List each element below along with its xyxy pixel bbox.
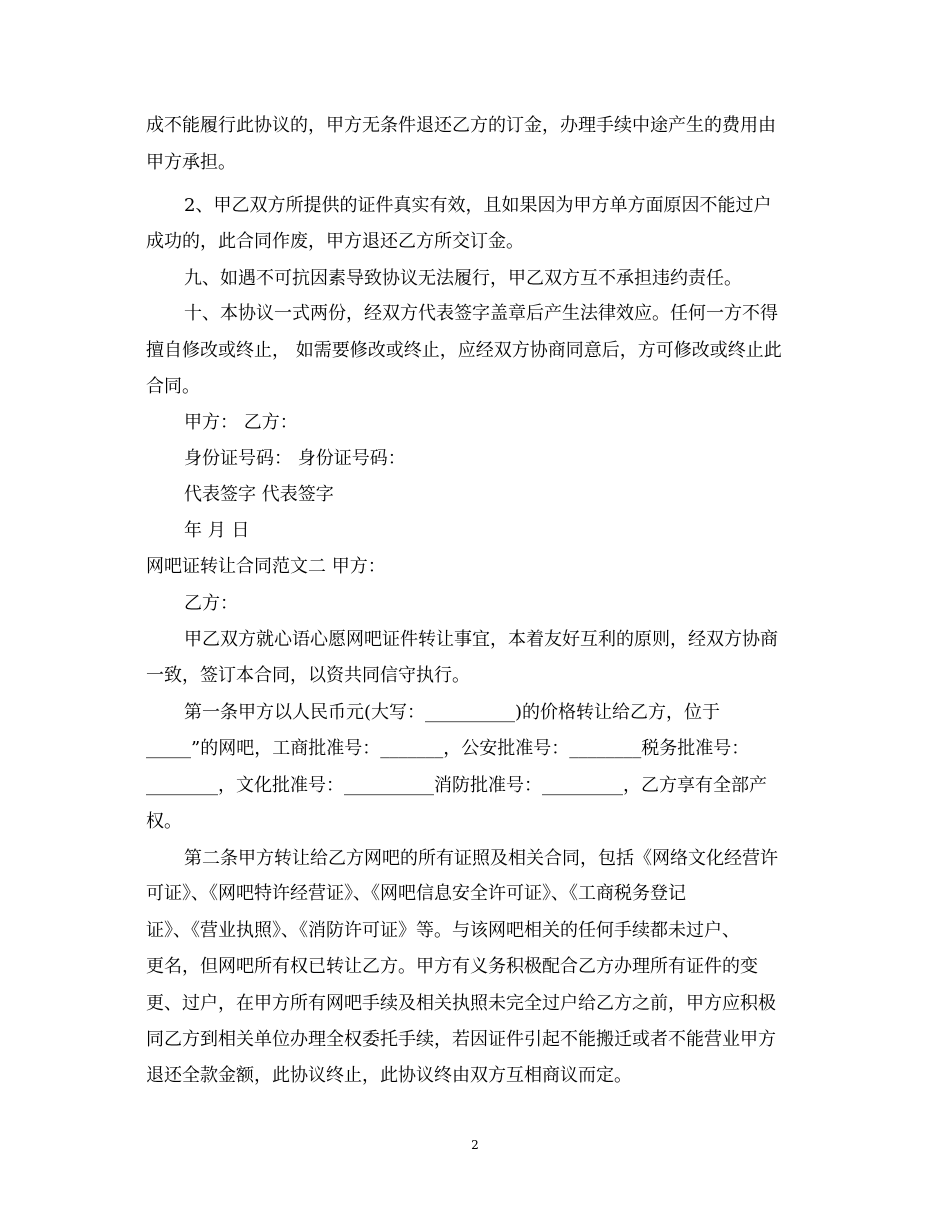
- text-line: 乙方：: [184, 593, 238, 614]
- text-line: 九、如遇不可抗因素导致协议无法履行，甲乙双方互不承担违约责任。: [184, 268, 742, 289]
- text-line: 成功的，此合同作废，甲方退还乙方所交订金。: [146, 231, 524, 252]
- signature-id-labels: 身份证号码： 身份证号码：: [184, 448, 406, 469]
- text-line: 更名，但网吧所有权已转让乙方。甲方有义务积极配合乙方办理所有证件的变: [146, 956, 758, 977]
- text-line: ________，文化批准号：__________消防批准号：_________，乙方享有全部产: [146, 775, 767, 796]
- text-line: 一致，签订本合同，以资共同信守执行。: [146, 665, 470, 686]
- text-line: 甲方承担。: [146, 152, 236, 173]
- text-line: 第一条甲方以人民币元(大写：__________)的价格转让给乙方，位于: [184, 702, 721, 723]
- page-number: 2: [471, 1138, 479, 1152]
- text-line: 擅自修改或终止， 如需要修改或终止，应经双方协商同意后，方可修改或终止此: [146, 340, 782, 361]
- text-line: 成不能履行此协议的，甲方无条件退还乙方的订金，办理手续中途产生的费用由: [146, 115, 776, 136]
- text-line: 甲乙双方就心语心愿网吧证件转让事宜，本着友好互利的原则，经双方协商: [184, 629, 778, 650]
- text-line: 同乙方到相关单位办理全权委托手续，若因证件引起不能搬迁或者不能营业甲方: [146, 1029, 776, 1050]
- text-line: 十、本协议一式两份，经双方代表签字盖章后产生法律效应。任何一方不得: [184, 303, 778, 324]
- text-line: 可证》、《网吧特许经营证》、《网吧信息安全许可证》、《工商税务登记: [146, 883, 686, 904]
- text-line: 第二条甲方转让给乙方网吧的所有证照及相关合同，包括《网络文化经营许: [184, 848, 778, 869]
- text-line: 更、过户，在甲方所有网吧手续及相关执照未完全过户给乙方之前，甲方应积极: [146, 993, 776, 1014]
- text-line: 退还全款金额，此协议终止，此协议终由双方互相商议而定。: [146, 1065, 632, 1086]
- signature-date-label: 年 月 日: [184, 520, 250, 541]
- text-line: 合同。: [146, 376, 200, 397]
- text-line: 权。: [146, 811, 182, 832]
- section-heading: 网吧证转让合同范文二 甲方：: [146, 556, 386, 577]
- signature-party-labels: 甲方： 乙方：: [184, 412, 298, 433]
- text-line: _____”的网吧，工商批准号：_______，公安批准号：________税务批准号：: [146, 738, 750, 759]
- signature-representative-labels: 代表签字 代表签字: [184, 484, 334, 505]
- text-line: 证》、《营业执照》、《消防许可证》等。与该网吧相关的任何手续都未过户、: [146, 920, 740, 941]
- text-line: 2、甲乙双方所提供的证件真实有效，且如果因为甲方单方面原因不能过户: [184, 195, 772, 216]
